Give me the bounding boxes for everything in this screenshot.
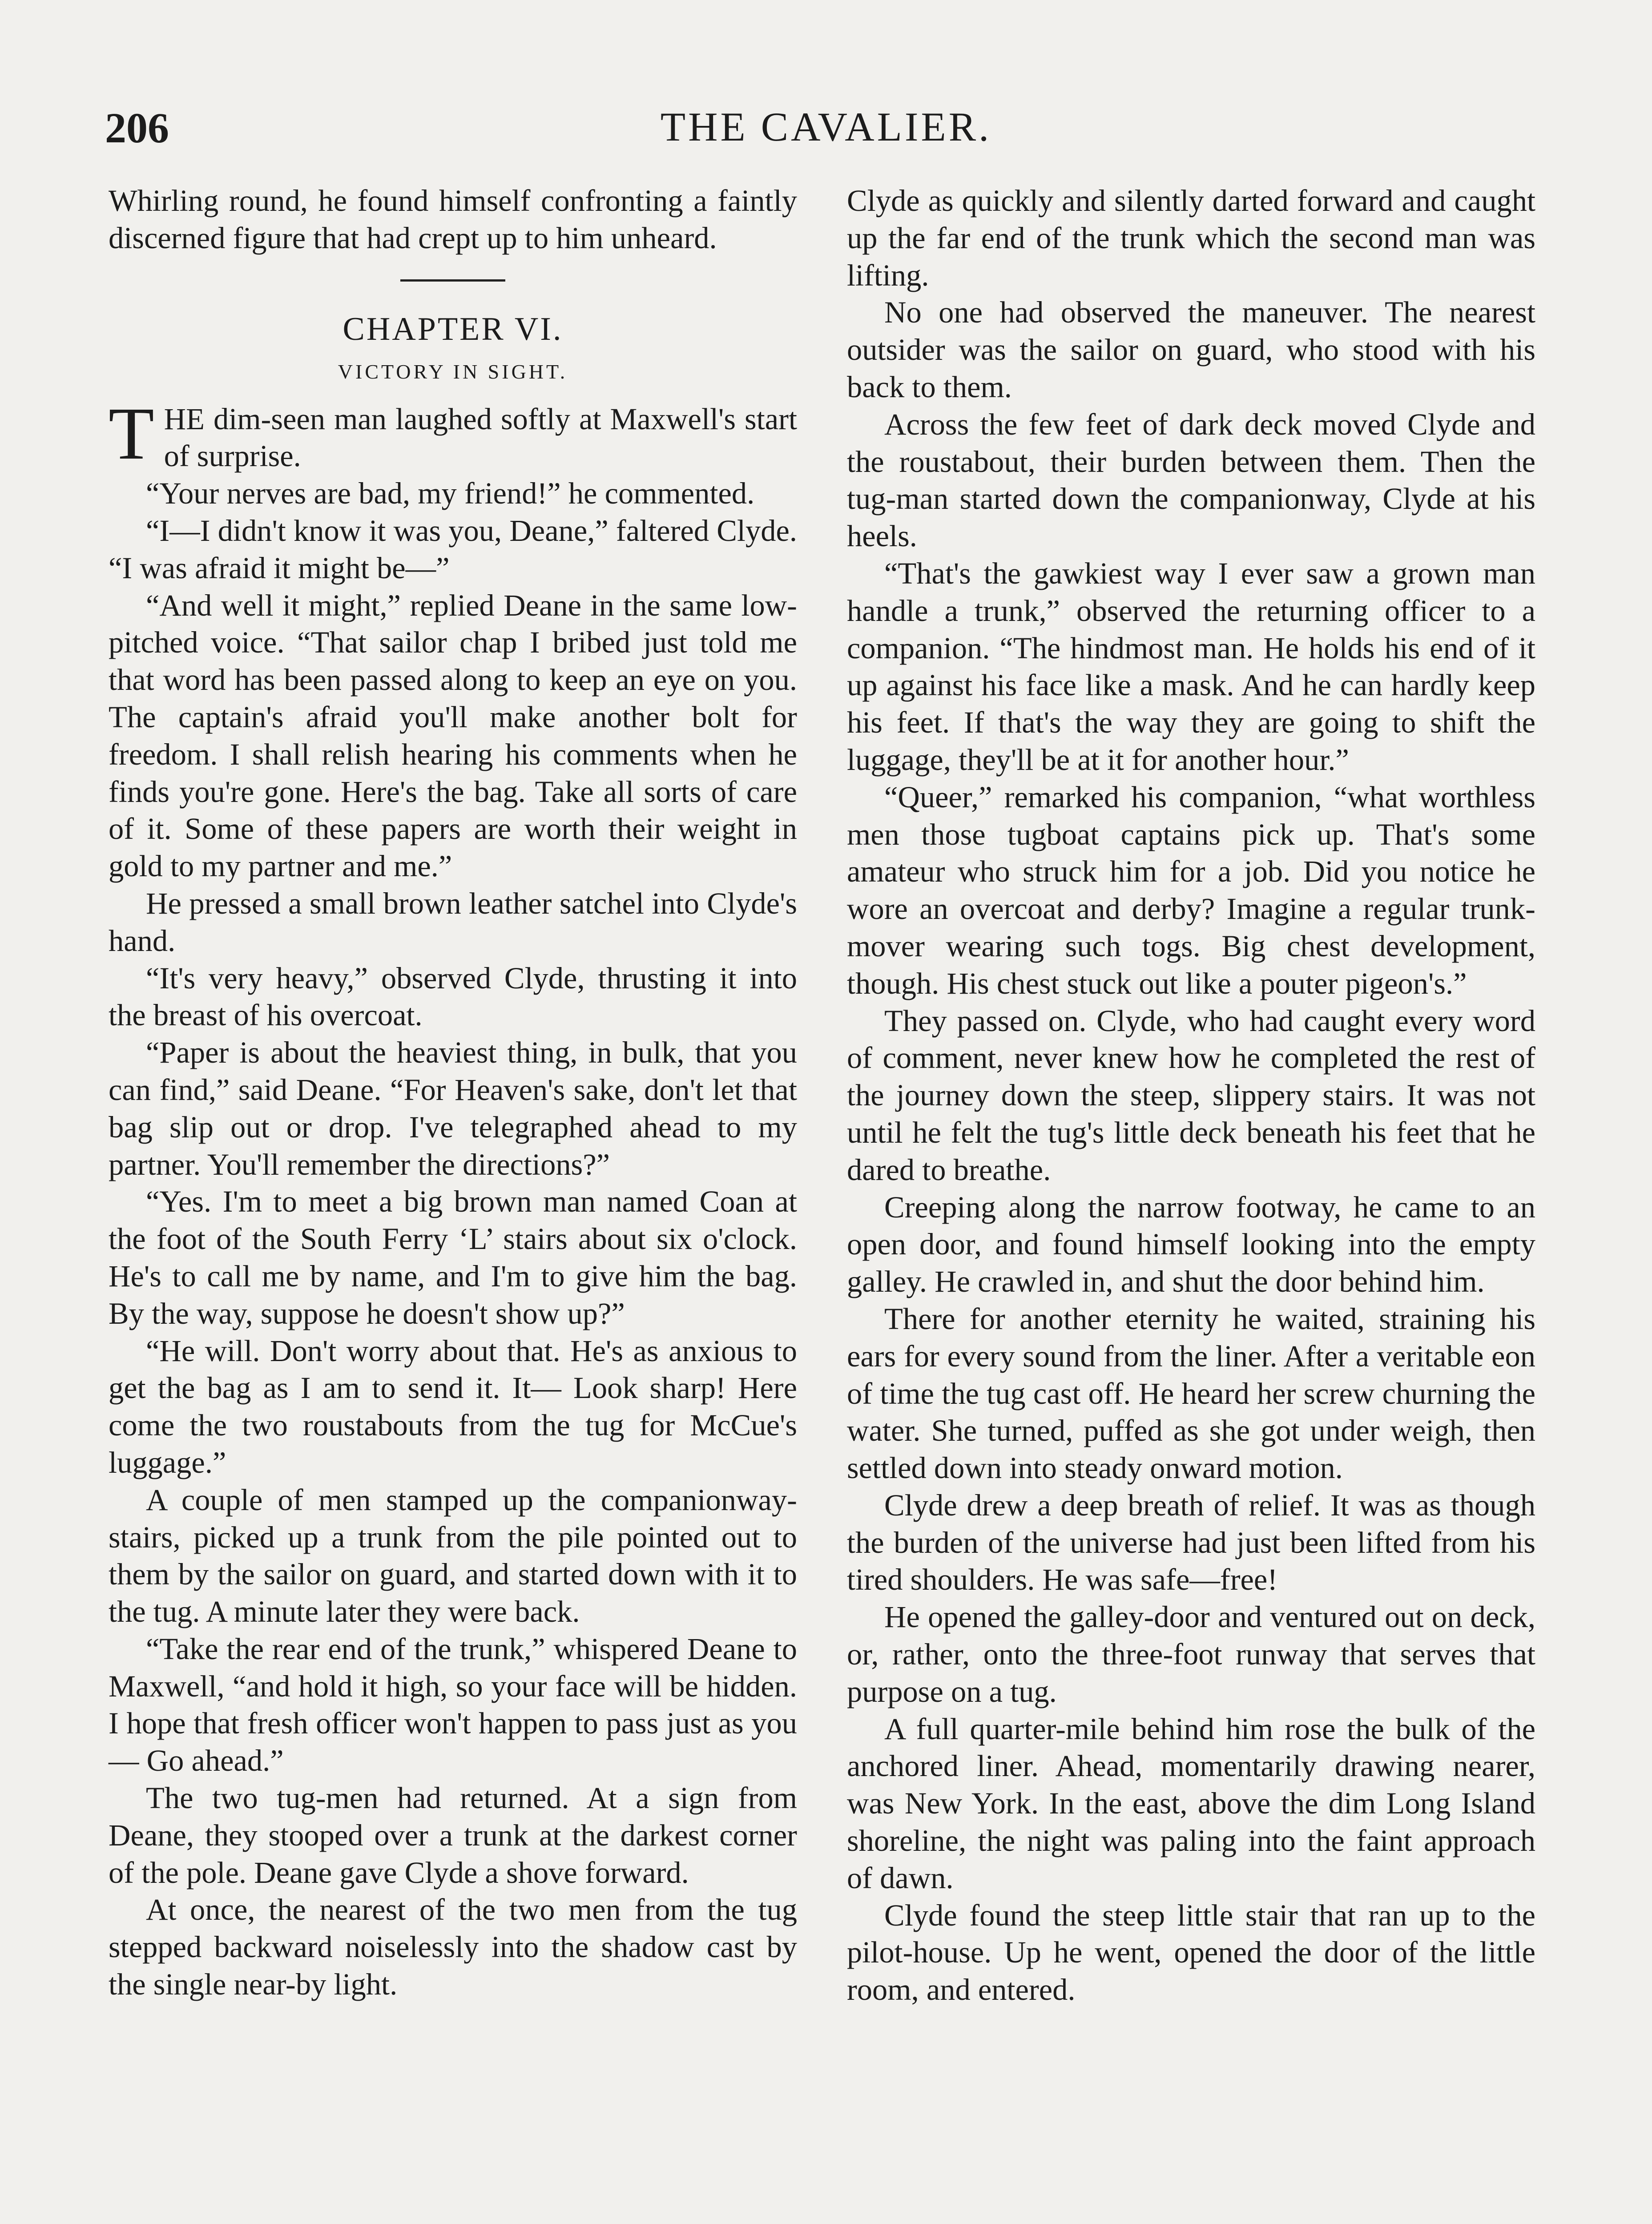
paragraph: A couple of men stamped up the companionway-stairs, picked up a trunk from the pile pointed out to them by the sailor on guard, and started down with it to the tug. A minute later they were back. bbox=[109, 1483, 797, 1629]
paragraph: “And well it might,” replied Deane in the same low-pitched voice. “That sailor chap I bribed just told me that word has been passed along to keep an eye on you. The captain's afraid you'll make another bolt for freedom. I shall relish hearing his comments when he finds you're gone. Here's the bag. Take all sorts of care of it. Some of these papers are worth their weight in gold to my partner and me.” bbox=[109, 588, 797, 883]
paragraph: A full quarter-mile behind him rose the bulk of the anchored liner. Ahead, momentarily drawing nearer, was New York. In the east, above the dim Long Island shoreline, the night was paling into the faint approach of dawn. bbox=[847, 1712, 1535, 1895]
running-title: THE CAVALIER. bbox=[660, 104, 992, 149]
paragraph: They passed on. Clyde, who had caught every word of comment, never knew how he completed the rest of the journey down the steep, slippery stairs. It was not until he felt the tug's little deck beneath his feet that he dared to breathe. bbox=[847, 1003, 1535, 1187]
opening-text: HE dim-seen man laughed softly at Maxwell's start of surprise. bbox=[164, 402, 797, 473]
left-column bbox=[109, 182, 797, 2003]
page-number: 206 bbox=[105, 104, 169, 152]
paragraph: He opened the galley-door and ventured out on deck, or, rather, onto the three-foot runway that serves that purpose on a tug. bbox=[847, 1600, 1535, 1708]
section-divider bbox=[400, 279, 505, 282]
paragraph: “He will. Don't worry about that. He's as anxious to get the bag as I am to send it. It— Look sharp! Here come the two roustabouts from the tug for McCue's luggage.” bbox=[109, 1334, 797, 1479]
paragraph: “Yes. I'm to meet a big brown man named Coan at the foot of the South Ferry ‘L’ stairs about six o'clock. He's to call me by name, and I'm to give him the bag. By the way, suppose he doesn't show up?” bbox=[109, 1185, 797, 1330]
chapter-subtitle: VICTORY IN SIGHT. bbox=[338, 360, 568, 383]
paragraph: Across the few feet of dark deck moved Clyde and the roustabout, their burden between them. Then the tug-man started down the companionway, Clyde at his heels. bbox=[847, 407, 1535, 553]
paragraph: Clyde found the steep little stair that ran up to the pilot-house. Up he went, opened the door of the little room, and entered. bbox=[847, 1898, 1535, 2007]
paragraph: The two tug-men had returned. At a sign from Deane, they stooped over a trunk at the darkest corner of the pole. Deane gave Clyde a shove forward. bbox=[109, 1781, 797, 1890]
paragraph: “It's very heavy,” observed Clyde, thrusting it into the breast of his overcoat. bbox=[109, 961, 797, 1032]
paragraph: No one had observed the maneuver. The nearest outsider was the sailor on guard, who stood with his back to them. bbox=[847, 295, 1535, 404]
chapter-opening-paragraph bbox=[109, 392, 797, 475]
paragraph: Clyde drew a deep breath of relief. It was as though the burden of the universe had just been lifted from his tired shoulders. He was safe—free! bbox=[847, 1488, 1535, 1597]
paragraph: “Your nerves are bad, my friend!” he commented. bbox=[146, 476, 755, 511]
drop-cap: T bbox=[109, 392, 154, 475]
continued-paragraph: Clyde as quickly and silently darted forward and caught up the far end of the trunk which the second man was lifting. bbox=[847, 184, 1535, 292]
page-header bbox=[0, 103, 1652, 157]
paragraph: At once, the nearest of the two men from the tug stepped backward noiselessly into the shadow cast by the single near-by light. bbox=[109, 1893, 797, 2002]
paragraph: Creeping along the narrow footway, he came to an open door, and found himself looking into the empty galley. He crawled in, and shut the door behind him. bbox=[847, 1190, 1535, 1299]
paragraph: “Paper is about the heaviest thing, in bulk, that you can find,” said Deane. “For Heaven's sake, don't let that bag slip out or drop. I've telegraphed ahead to my partner. You'll remember the directions?” bbox=[109, 1035, 797, 1181]
chapter-title: CHAPTER VI. bbox=[342, 310, 563, 347]
right-column bbox=[847, 182, 1535, 2009]
paragraph: He pressed a small brown leather satchel into Clyde's hand. bbox=[109, 886, 797, 958]
paragraph: “Take the rear end of the trunk,” whispered Deane to Maxwell, “and hold it high, so your face will be hidden. I hope that fresh officer won't happen to pass just as you— Go ahead.” bbox=[109, 1632, 797, 1778]
intro-paragraph: Whirling round, he found himself confronting a faintly discerned figure that had crept up to him unheard. bbox=[109, 184, 797, 255]
paragraph: “Queer,” remarked his companion, “what worthless men those tugboat captains pick up. That's some amateur who struck him for a job. Did you notice he wore an overcoat and derby? Imagine a regular trunk-mover wearing such togs. Big chest development, though. His chest stuck out like a pouter pigeon's.” bbox=[847, 780, 1535, 1000]
paragraph: “I—I didn't know it was you, Deane,” faltered Clyde. “I was afraid it might be—” bbox=[109, 513, 797, 585]
paragraph: “That's the gawkiest way I ever saw a grown man handle a trunk,” observed the returning officer to a companion. “The hindmost man. He holds his end of it up against his face like a mask. And he can hardly keep his feet. If that's the way they are going to shift the luggage, they'll be at it for another hour.” bbox=[847, 556, 1535, 777]
paragraph: There for another eternity he waited, straining his ears for every sound from the liner. After a veritable eon of time the tug cast off. He heard her screw churning the water. She turned, puffed as she got under weigh, then settled down into steady onward motion. bbox=[847, 1301, 1535, 1485]
